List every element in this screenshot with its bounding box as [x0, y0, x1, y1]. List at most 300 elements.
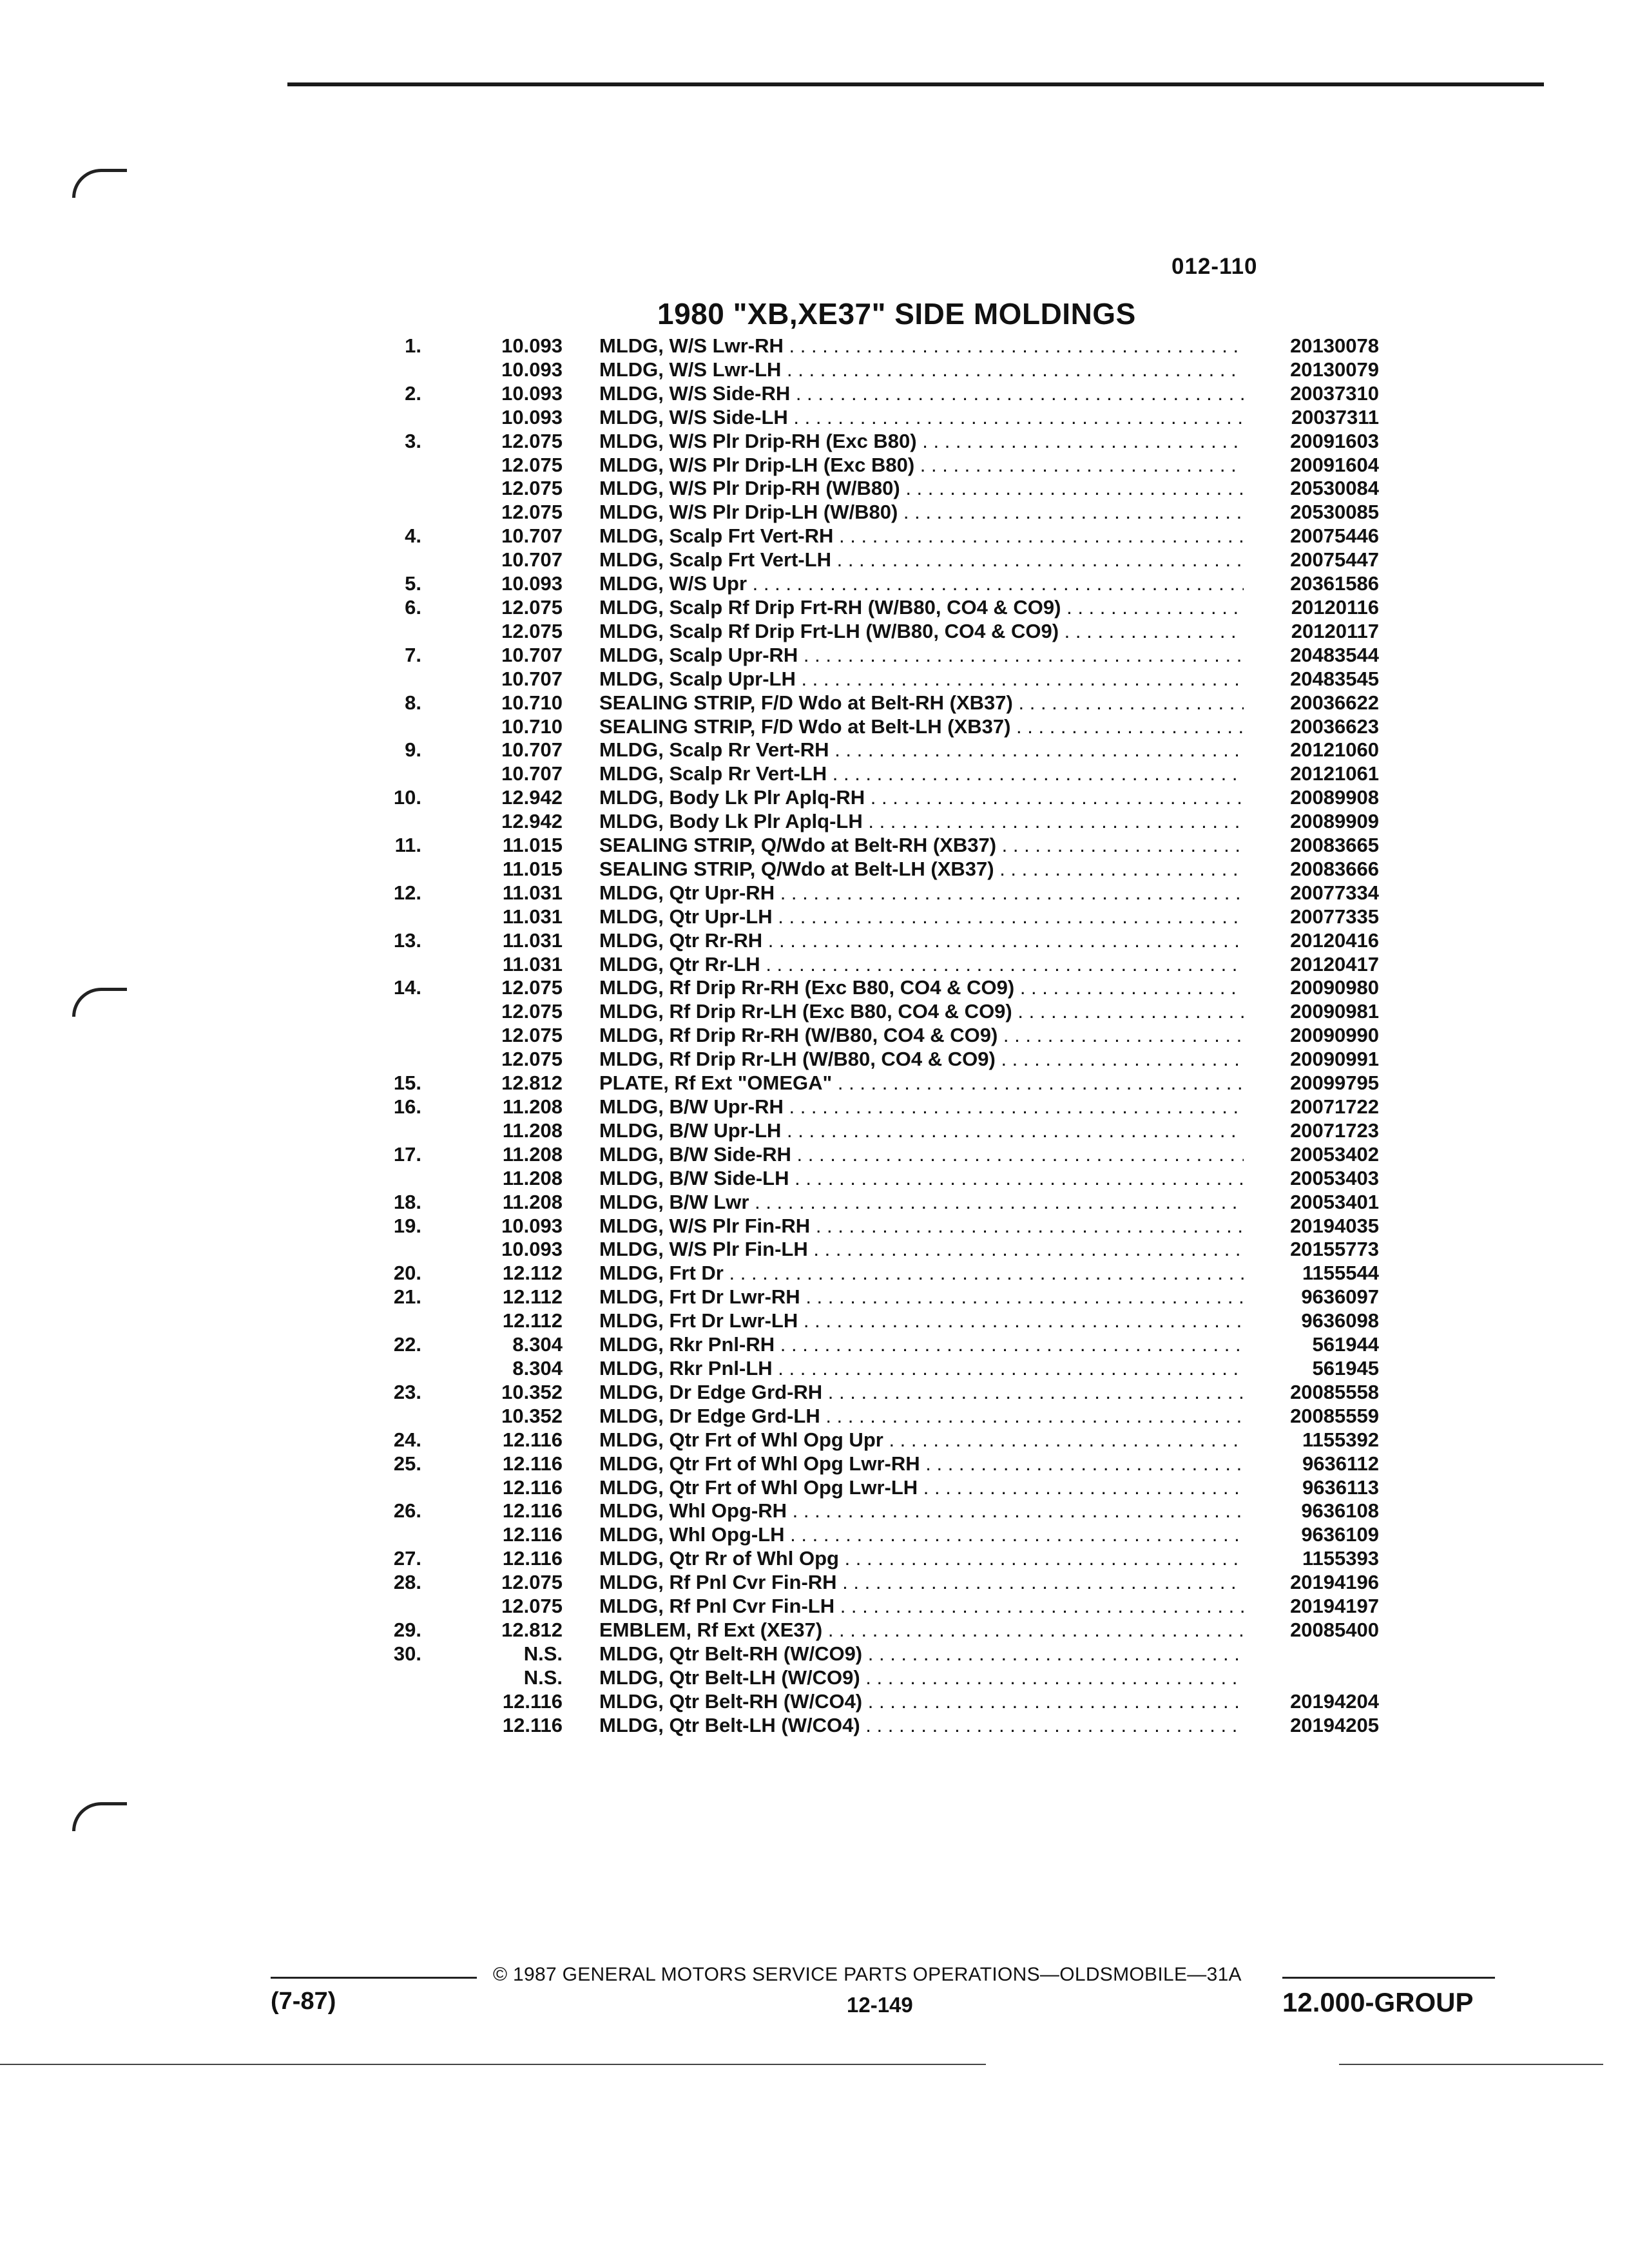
part-detail: Q/Wdo at Belt-RH (XB37) — [755, 834, 997, 857]
part-name: SEALING STRIP, — [599, 691, 756, 714]
part-detail: W/S Lwr-LH — [663, 358, 782, 381]
part-name: MLDG, — [599, 1666, 664, 1689]
part-name: MLDG, — [599, 1356, 664, 1379]
part-description — [599, 1666, 1244, 1690]
part-number: 20036622 — [1280, 691, 1379, 715]
part-row — [0, 1238, 1629, 1262]
part-detail: Scalp Frt Vert-RH — [663, 524, 834, 548]
ref-number: 30. — [393, 1642, 421, 1665]
part-detail: Rkr Pnl-RH — [663, 1333, 775, 1356]
part-description — [599, 810, 1244, 834]
part-row — [0, 1595, 1629, 1619]
group-number: 12.075 — [501, 619, 563, 642]
part-detail: Qtr Belt-RH (W/CO9) — [663, 1642, 863, 1665]
part-description — [599, 1452, 1244, 1476]
part-number: 561945 — [1302, 1357, 1379, 1381]
part-number: 20037310 — [1280, 382, 1379, 406]
part-number: 20085559 — [1280, 1405, 1379, 1428]
part-number: 9636108 — [1291, 1499, 1379, 1523]
part-description — [599, 548, 1244, 572]
footer-rule-right — [1282, 1977, 1495, 1979]
part-description — [599, 786, 1244, 810]
top-rule — [287, 82, 1544, 86]
part-detail: Qtr Belt-LH (W/CO9) — [663, 1666, 860, 1689]
part-detail: Qtr Rr of Whl Opg — [663, 1547, 839, 1570]
part-name: MLDG, — [599, 667, 664, 690]
part-row — [0, 976, 1629, 1000]
part-description — [599, 858, 1244, 881]
part-name: MLDG, — [599, 548, 664, 572]
part-description — [599, 1024, 1244, 1048]
group-number: 11.031 — [502, 905, 563, 928]
part-detail: Rf Drip Rr-LH (Exc B80, CO4 & CO9) — [663, 1000, 1012, 1023]
part-name: MLDG, — [599, 524, 664, 548]
part-description — [599, 1595, 1244, 1619]
page-code: 012-110 — [1171, 254, 1258, 279]
part-name: MLDG, — [599, 1571, 664, 1594]
part-row — [0, 834, 1629, 858]
part-row — [0, 1024, 1629, 1048]
part-description — [599, 1499, 1244, 1523]
part-number: 1155544 — [1292, 1262, 1379, 1285]
part-number: 20194197 — [1280, 1595, 1379, 1619]
part-number: 20083665 — [1280, 834, 1379, 858]
part-row — [0, 1333, 1629, 1357]
part-detail: Qtr Belt-LH (W/CO4) — [663, 1713, 860, 1736]
part-name: MLDG, — [599, 928, 664, 952]
ref-number: 27. — [393, 1547, 421, 1570]
part-description — [599, 1619, 1244, 1642]
part-number: 20089909 — [1280, 810, 1379, 834]
group-number: 12.112 — [502, 1285, 563, 1309]
part-number: 20090981 — [1280, 1000, 1379, 1024]
group-number: 10.710 — [501, 691, 563, 714]
group-number: 12.942 — [501, 786, 563, 809]
part-description — [599, 1333, 1244, 1357]
part-row — [0, 1000, 1629, 1024]
part-detail: Scalp Rf Drip Frt-LH (W/B80, CO4 & CO9) — [663, 619, 1059, 642]
part-description — [599, 358, 1244, 382]
part-detail: W/S Lwr-RH — [663, 334, 784, 357]
footer-group-label: 12.000-GROUP — [1282, 1987, 1474, 2017]
part-description — [599, 738, 1244, 762]
ref-number: 2. — [405, 381, 421, 405]
part-row — [0, 1547, 1629, 1571]
footer-rule-left — [271, 1977, 477, 1979]
group-number: 12.075 — [501, 477, 563, 500]
ref-number: 13. — [393, 928, 421, 952]
ref-number: 11. — [394, 834, 421, 857]
group-number: 12.075 — [501, 595, 563, 619]
part-description — [599, 644, 1244, 668]
group-number: 12.075 — [501, 1595, 563, 1618]
part-row — [0, 668, 1629, 691]
part-row — [0, 1048, 1629, 1072]
ref-number: 22. — [393, 1333, 421, 1356]
part-row — [0, 1143, 1629, 1167]
group-number: 10.093 — [501, 572, 563, 595]
part-name: MLDG, — [599, 1642, 664, 1665]
part-row — [0, 858, 1629, 881]
part-detail: Qtr Frt of Whl Opg Lwr-RH — [663, 1452, 920, 1475]
part-detail: Frt Dr Lwr-RH — [663, 1285, 800, 1309]
part-number: 20077335 — [1280, 905, 1379, 929]
part-name: MLDG, — [599, 1214, 664, 1237]
part-number: 20194205 — [1280, 1714, 1379, 1738]
part-detail: Rf Drip Rr-RH (Exc B80, CO4 & CO9) — [663, 976, 1015, 999]
part-row — [0, 1619, 1629, 1642]
part-description — [599, 1262, 1244, 1285]
part-description — [599, 1690, 1244, 1714]
group-number: 11.208 — [502, 1119, 563, 1142]
part-name: MLDG, — [599, 1142, 664, 1166]
part-name: MLDG, — [599, 1119, 664, 1142]
part-detail: Qtr Upr-RH — [663, 881, 775, 904]
part-name: MLDG, — [599, 1166, 664, 1189]
part-number: 9636098 — [1291, 1309, 1379, 1333]
part-name: MLDG, — [599, 905, 664, 928]
ref-number: 5. — [405, 572, 421, 595]
part-detail: F/D Wdo at Belt-RH (XB37) — [755, 691, 1013, 714]
part-number: 20194204 — [1280, 1690, 1379, 1714]
part-name: MLDG, — [599, 595, 664, 619]
part-description — [599, 1048, 1244, 1072]
part-name: MLDG, — [599, 1309, 664, 1332]
part-detail: F/D Wdo at Belt-LH (XB37) — [755, 715, 1011, 738]
part-row — [0, 596, 1629, 620]
part-name: MLDG, — [599, 1285, 664, 1309]
ref-number: 4. — [405, 524, 421, 548]
group-number: 10.707 — [501, 762, 563, 785]
group-number: 10.707 — [501, 524, 563, 548]
part-name: MLDG, — [599, 1000, 664, 1023]
part-row — [0, 1405, 1629, 1428]
part-description — [599, 1476, 1244, 1500]
part-detail: Rf Pnl Cvr Fin-RH — [663, 1571, 837, 1594]
part-row — [0, 881, 1629, 905]
ref-number: 20. — [393, 1262, 421, 1285]
part-row — [0, 715, 1629, 739]
part-number: 20194035 — [1280, 1215, 1379, 1238]
part-row — [0, 1571, 1629, 1595]
part-detail: W/S Plr Drip-LH (Exc B80) — [663, 453, 915, 476]
part-name: MLDG, — [599, 1452, 664, 1475]
part-name: MLDG, — [599, 619, 664, 642]
part-detail: W/S Plr Fin-RH — [663, 1214, 811, 1237]
part-name: MLDG, — [599, 429, 664, 452]
group-number: 12.942 — [501, 810, 563, 833]
part-description — [599, 905, 1244, 929]
part-detail: Scalp Rr Vert-LH — [663, 762, 827, 785]
part-description — [599, 1143, 1244, 1167]
ref-number: 1. — [405, 334, 421, 357]
group-number: 10.707 — [501, 643, 563, 666]
part-name: MLDG, — [599, 1333, 664, 1356]
part-detail: Rkr Pnl-LH — [663, 1356, 773, 1379]
part-number: 20483545 — [1280, 668, 1379, 691]
group-number: 11.031 — [502, 881, 563, 904]
part-number: 9636112 — [1292, 1452, 1379, 1476]
part-description — [599, 1215, 1244, 1238]
group-number: 12.116 — [502, 1428, 563, 1451]
part-detail: Scalp Upr-RH — [663, 643, 798, 666]
ref-number: 17. — [393, 1142, 421, 1166]
part-number: 20099795 — [1280, 1072, 1379, 1095]
part-row — [0, 477, 1629, 501]
part-name: MLDG, — [599, 1262, 664, 1285]
ref-number: 10. — [393, 786, 421, 809]
part-detail: W/S Side-LH — [663, 405, 788, 428]
part-name: MLDG, — [599, 1547, 664, 1570]
part-description — [599, 1167, 1244, 1191]
part-description — [599, 430, 1244, 454]
part-detail: Q/Wdo at Belt-LH (XB37) — [755, 857, 994, 880]
part-detail: Rf Ext "OMEGA" — [668, 1072, 833, 1095]
ref-number: 24. — [393, 1428, 421, 1451]
part-number: 20091604 — [1280, 454, 1379, 477]
group-number: 12.075 — [501, 501, 563, 524]
part-row — [0, 1215, 1629, 1238]
part-row — [0, 929, 1629, 953]
part-number: 20085558 — [1280, 1381, 1379, 1405]
binder-hole-mark — [72, 1802, 127, 1831]
group-number: 10.710 — [501, 715, 563, 738]
part-name: MLDG, — [599, 1095, 664, 1118]
group-number: 12.075 — [501, 429, 563, 452]
part-row — [0, 691, 1629, 715]
part-row — [0, 953, 1629, 977]
group-number: 8.304 — [512, 1356, 563, 1379]
group-number: 10.352 — [501, 1404, 563, 1427]
part-detail: Scalp Rr Vert-RH — [663, 738, 829, 762]
part-detail: Whl Opg-RH — [663, 1499, 787, 1523]
group-number: 8.304 — [512, 1333, 563, 1356]
part-row — [0, 501, 1629, 524]
part-row — [0, 620, 1629, 644]
group-number: 12.116 — [502, 1523, 563, 1546]
part-name: MLDG, — [599, 334, 664, 357]
bottom-rule — [0, 2064, 986, 2065]
part-number: 20075447 — [1280, 548, 1379, 572]
part-row — [0, 1428, 1629, 1452]
part-detail: Rf Ext (XE37) — [691, 1618, 823, 1641]
part-number: 20121061 — [1280, 762, 1379, 786]
group-number: 12.075 — [501, 976, 563, 999]
part-row — [0, 1119, 1629, 1143]
part-description — [599, 1285, 1244, 1309]
part-description — [599, 1095, 1244, 1119]
part-detail: Qtr Belt-RH (W/CO4) — [663, 1689, 863, 1713]
part-detail: Scalp Upr-LH — [663, 667, 796, 690]
part-name: MLDG, — [599, 572, 664, 595]
part-number: 20083666 — [1280, 858, 1379, 881]
part-description — [599, 596, 1244, 620]
part-number: 20130078 — [1280, 334, 1379, 358]
part-row — [0, 572, 1629, 596]
part-number: 20091603 — [1280, 430, 1379, 454]
group-number: N.S. — [523, 1642, 563, 1665]
part-description — [599, 406, 1244, 430]
part-detail: B/W Side-LH — [663, 1166, 789, 1189]
ref-number: 23. — [393, 1380, 421, 1403]
part-detail: Frt Dr Lwr-LH — [663, 1309, 798, 1332]
part-name: MLDG, — [599, 1380, 664, 1403]
part-detail: W/S Plr Fin-LH — [663, 1238, 808, 1261]
part-description — [599, 691, 1244, 715]
part-description — [599, 334, 1244, 358]
group-number: 10.093 — [501, 358, 563, 381]
part-number: 20077334 — [1280, 881, 1379, 905]
ref-number: 18. — [393, 1190, 421, 1213]
ref-number: 7. — [405, 643, 421, 666]
part-row — [0, 1381, 1629, 1405]
part-description — [599, 524, 1244, 548]
part-number: 20120116 — [1281, 596, 1379, 620]
part-detail: Frt Dr — [663, 1262, 724, 1285]
part-name: MLDG, — [599, 1499, 664, 1523]
part-name: MLDG, — [599, 1475, 664, 1499]
part-name: MLDG, — [599, 881, 664, 904]
part-description — [599, 762, 1244, 786]
part-name: MLDG, — [599, 1523, 664, 1546]
part-number: 20053402 — [1280, 1143, 1379, 1167]
page-title: 1980 "XB,XE37" SIDE MOLDINGS — [657, 297, 1136, 331]
part-row — [0, 786, 1629, 810]
group-number: 12.112 — [502, 1262, 563, 1285]
part-description — [599, 1238, 1244, 1262]
part-description — [599, 715, 1244, 739]
part-name: MLDG, — [599, 358, 664, 381]
part-row — [0, 644, 1629, 668]
ref-number: 21. — [393, 1285, 421, 1309]
part-detail: Rf Drip Rr-RH (W/B80, CO4 & CO9) — [663, 1024, 998, 1047]
part-row — [0, 1714, 1629, 1738]
group-number: 10.707 — [501, 738, 563, 762]
part-detail: Qtr Frt of Whl Opg Lwr-LH — [663, 1475, 918, 1499]
group-number: 12.116 — [502, 1499, 563, 1523]
part-detail: B/W Upr-LH — [663, 1119, 782, 1142]
part-description — [599, 1547, 1244, 1571]
part-row — [0, 524, 1629, 548]
part-row — [0, 548, 1629, 572]
part-row — [0, 334, 1629, 358]
part-row — [0, 406, 1629, 430]
part-name: MLDG, — [599, 786, 664, 809]
part-number: 20089908 — [1280, 786, 1379, 810]
part-row — [0, 1095, 1629, 1119]
part-name: MLDG, — [599, 1404, 664, 1427]
parts-list — [0, 334, 1629, 1737]
group-number: 12.116 — [502, 1475, 563, 1499]
part-detail: Whl Opg-LH — [663, 1523, 785, 1546]
part-row — [0, 382, 1629, 406]
group-number: 12.075 — [501, 1571, 563, 1594]
part-name: MLDG, — [599, 1024, 664, 1047]
part-description — [599, 1405, 1244, 1428]
part-description — [599, 1642, 1244, 1666]
part-detail: Dr Edge Grd-RH — [663, 1380, 823, 1403]
part-row — [0, 358, 1629, 382]
part-name: MLDG, — [599, 1713, 664, 1736]
group-number: 10.707 — [501, 548, 563, 572]
part-name: SEALING STRIP, — [599, 857, 756, 880]
ref-number: 16. — [393, 1095, 421, 1118]
part-number: 20071723 — [1280, 1119, 1379, 1143]
group-number: 10.093 — [501, 381, 563, 405]
part-detail: W/S Side-RH — [663, 381, 791, 405]
part-number: 1155393 — [1292, 1547, 1379, 1571]
part-row — [0, 454, 1629, 477]
part-detail: B/W Lwr — [663, 1190, 749, 1213]
part-description — [599, 1357, 1244, 1381]
group-number: 10.093 — [501, 1238, 563, 1261]
part-number: 20530085 — [1280, 501, 1379, 524]
footer-copyright: © 1987 GENERAL MOTORS SERVICE PARTS OPERATIONS—OLDSMOBILE—31A — [493, 1964, 1242, 1985]
ref-number: 15. — [393, 1072, 421, 1095]
part-number: 561944 — [1302, 1333, 1379, 1357]
ref-number: 3. — [405, 429, 421, 452]
part-description — [599, 1428, 1244, 1452]
part-number: 20120117 — [1281, 620, 1379, 644]
part-name: SEALING STRIP, — [599, 834, 756, 857]
part-name: MLDG, — [599, 381, 664, 405]
part-name: MLDG, — [599, 976, 664, 999]
part-name: MLDG, — [599, 1428, 664, 1451]
part-detail: Body Lk Plr Aplq-RH — [663, 786, 865, 809]
part-row — [0, 1523, 1629, 1547]
group-number: 10.093 — [501, 405, 563, 428]
part-detail: B/W Side-RH — [663, 1142, 791, 1166]
ref-number: 6. — [405, 595, 421, 619]
group-number: 11.208 — [502, 1095, 563, 1118]
part-name: MLDG, — [599, 738, 664, 762]
part-number: 20075446 — [1280, 524, 1379, 548]
part-number: 20090980 — [1280, 976, 1379, 1000]
group-number: 11.031 — [502, 928, 563, 952]
part-number: 1155392 — [1292, 1428, 1379, 1452]
part-description — [599, 1072, 1244, 1095]
part-number: 20120416 — [1280, 929, 1379, 953]
group-number: 10.093 — [501, 1214, 563, 1237]
part-number: 9636113 — [1292, 1476, 1379, 1500]
part-row — [0, 1167, 1629, 1191]
part-description — [599, 1381, 1244, 1405]
part-row — [0, 1499, 1629, 1523]
part-name: MLDG, — [599, 762, 664, 785]
group-number: 10.093 — [501, 334, 563, 357]
group-number: 12.075 — [501, 1024, 563, 1047]
part-detail: Qtr Rr-LH — [663, 952, 760, 975]
part-number: 20071722 — [1280, 1095, 1379, 1119]
ref-number: 14. — [393, 976, 421, 999]
part-detail: W/S Upr — [663, 572, 747, 595]
part-description — [599, 881, 1244, 905]
part-detail: Scalp Rf Drip Frt-RH (W/B80, CO4 & CO9) — [663, 595, 1061, 619]
part-description — [599, 1571, 1244, 1595]
part-row — [0, 762, 1629, 786]
ref-number: 12. — [393, 881, 421, 904]
part-number: 20085400 — [1280, 1619, 1379, 1642]
group-number: 10.707 — [501, 667, 563, 690]
part-description — [599, 382, 1244, 406]
part-name: MLDG, — [599, 952, 664, 975]
part-description — [599, 1714, 1244, 1738]
part-detail: Qtr Upr-LH — [663, 905, 773, 928]
part-row — [0, 810, 1629, 834]
part-detail: Qtr Rr-RH — [663, 928, 763, 952]
part-name: MLDG, — [599, 1190, 664, 1213]
group-number: 12.075 — [501, 453, 563, 476]
